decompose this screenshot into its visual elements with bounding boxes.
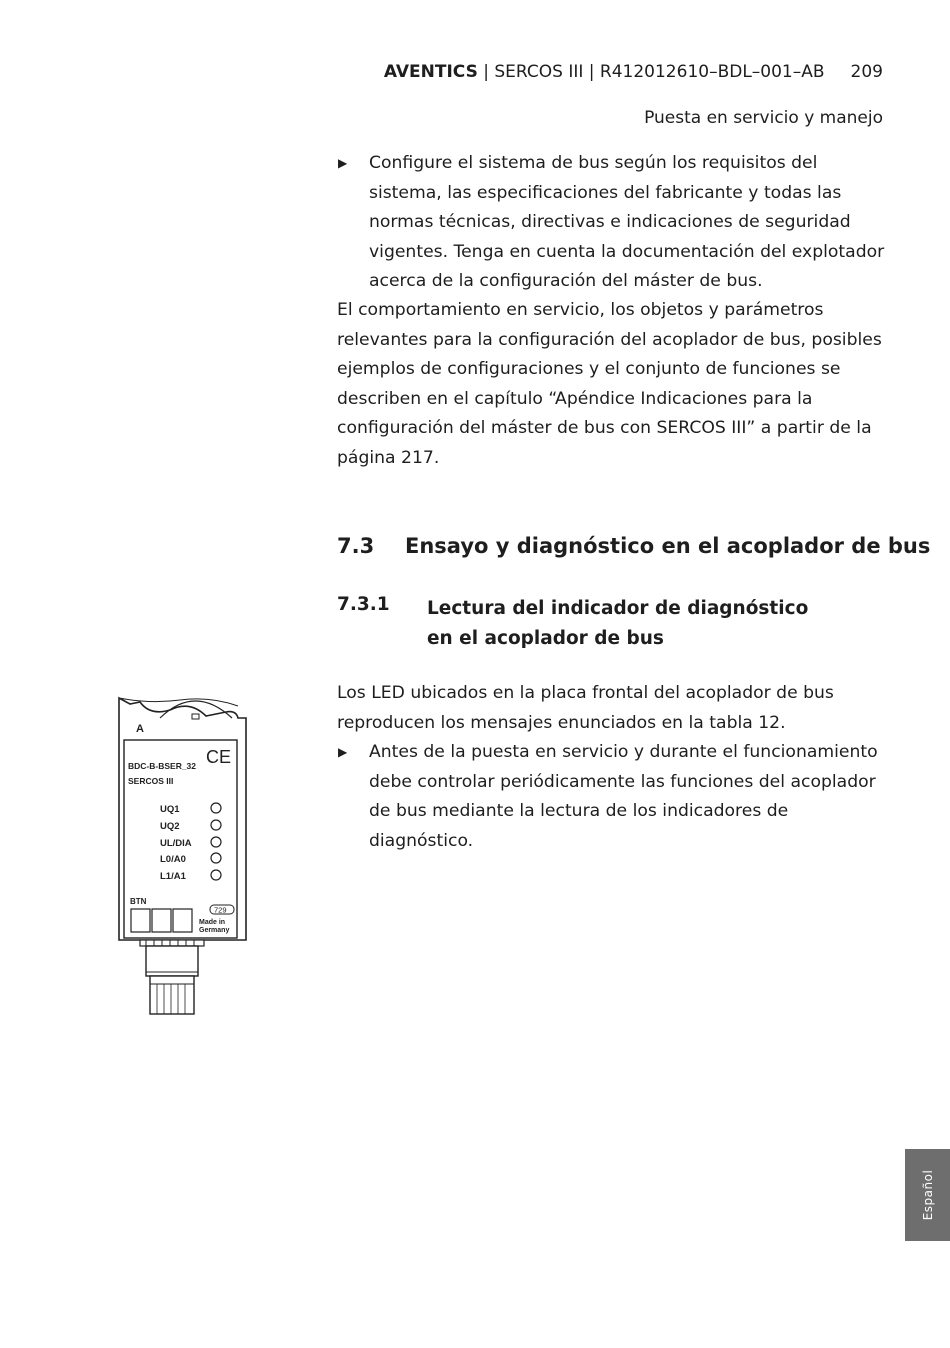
language-tab[interactable] xyxy=(905,1149,950,1241)
running-header xyxy=(300,62,883,82)
text-line: acerca de la configuración del máster de bus. xyxy=(369,271,763,291)
intro-bullet-text xyxy=(369,149,889,297)
text-line: debe controlar periódicamente las funciones del acoplador xyxy=(369,771,876,792)
text-line: página 217. xyxy=(337,447,440,468)
subsection-number: 7.3.1 xyxy=(337,594,390,615)
text-line: de bus mediante la lectura de los indicadores de xyxy=(369,801,789,821)
body-paragraph xyxy=(337,679,889,738)
subsection-title xyxy=(427,594,827,653)
btn-label: BTN xyxy=(130,897,147,906)
title-line: Lectura del indicador de diagnóstico xyxy=(427,598,809,619)
bullet-arrow-icon: ▶ xyxy=(338,745,348,759)
text-line: normas técnicas, directivas e indicaciones de seguridad xyxy=(369,212,851,232)
page-number: 209 xyxy=(850,62,883,82)
text-line: describen en el capítulo “Apéndice Indicaciones para la xyxy=(337,388,813,409)
text-line: diagnóstico. xyxy=(369,830,474,851)
chapter-header: Puesta en servicio y manejo xyxy=(644,108,883,128)
brand-name: AVENTICS xyxy=(383,62,478,82)
led-label-l1-a1: L1/A1 xyxy=(160,871,186,882)
made-in-label: Made in xyxy=(199,919,226,926)
country-label: Germany xyxy=(199,927,230,934)
code-label: 729 xyxy=(214,905,227,915)
section-title: Ensayo y diagnóstico en el acoplador de bus xyxy=(405,534,931,558)
section-heading xyxy=(337,534,930,558)
figure-label-a: A xyxy=(136,723,144,735)
text-line: reproducen los mensajes enunciados en la tabla 12. xyxy=(337,712,786,733)
body-bullet-text xyxy=(369,738,889,856)
text-line: Configure el sistema de bus según los requisitos del xyxy=(369,153,818,173)
text-line: Los LED ubicados en la placa frontal del acoplador de bus xyxy=(337,683,834,703)
text-line: ejemplos de configuraciones y el conjunto de funciones se xyxy=(337,359,841,379)
protocol-label: SERCOS III xyxy=(128,776,174,786)
intro-paragraph xyxy=(337,296,889,473)
led-label-uq2: UQ2 xyxy=(160,821,180,832)
text-line: vigentes. Tenga en cuenta la documentación del explotador xyxy=(369,241,885,262)
text-line: Antes de la puesta en servicio y durante el funcionamiento xyxy=(369,742,878,762)
text-line: sistema, las especificaciones del fabricante y todas las xyxy=(369,182,842,203)
model-label: BDC-B-BSER_32 xyxy=(128,761,197,771)
language-tab-label: Español xyxy=(920,1169,935,1221)
text-line: El comportamiento en servicio, los objetos y parámetros xyxy=(337,300,824,320)
bullet-arrow-icon: ▶ xyxy=(338,156,348,170)
title-line: en el acoplador de bus xyxy=(427,627,664,649)
led-label-l0-a0: L0/A0 xyxy=(160,854,186,865)
ce-mark-icon: CE xyxy=(206,747,232,767)
led-label-ul-dia: UL/DIA xyxy=(160,838,192,849)
led-label-uq1: UQ1 xyxy=(160,804,180,815)
document-id: | SERCOS III | R412012610–BDL–001–AB xyxy=(477,62,825,82)
text-line: configuración del máster de bus con SERCOS III” a partir de la xyxy=(337,418,872,438)
text-line: relevantes para la configuración del acoplador de bus, posibles xyxy=(337,329,882,350)
section-number: 7.3 xyxy=(337,534,375,558)
bus-coupler-figure xyxy=(110,690,250,1020)
